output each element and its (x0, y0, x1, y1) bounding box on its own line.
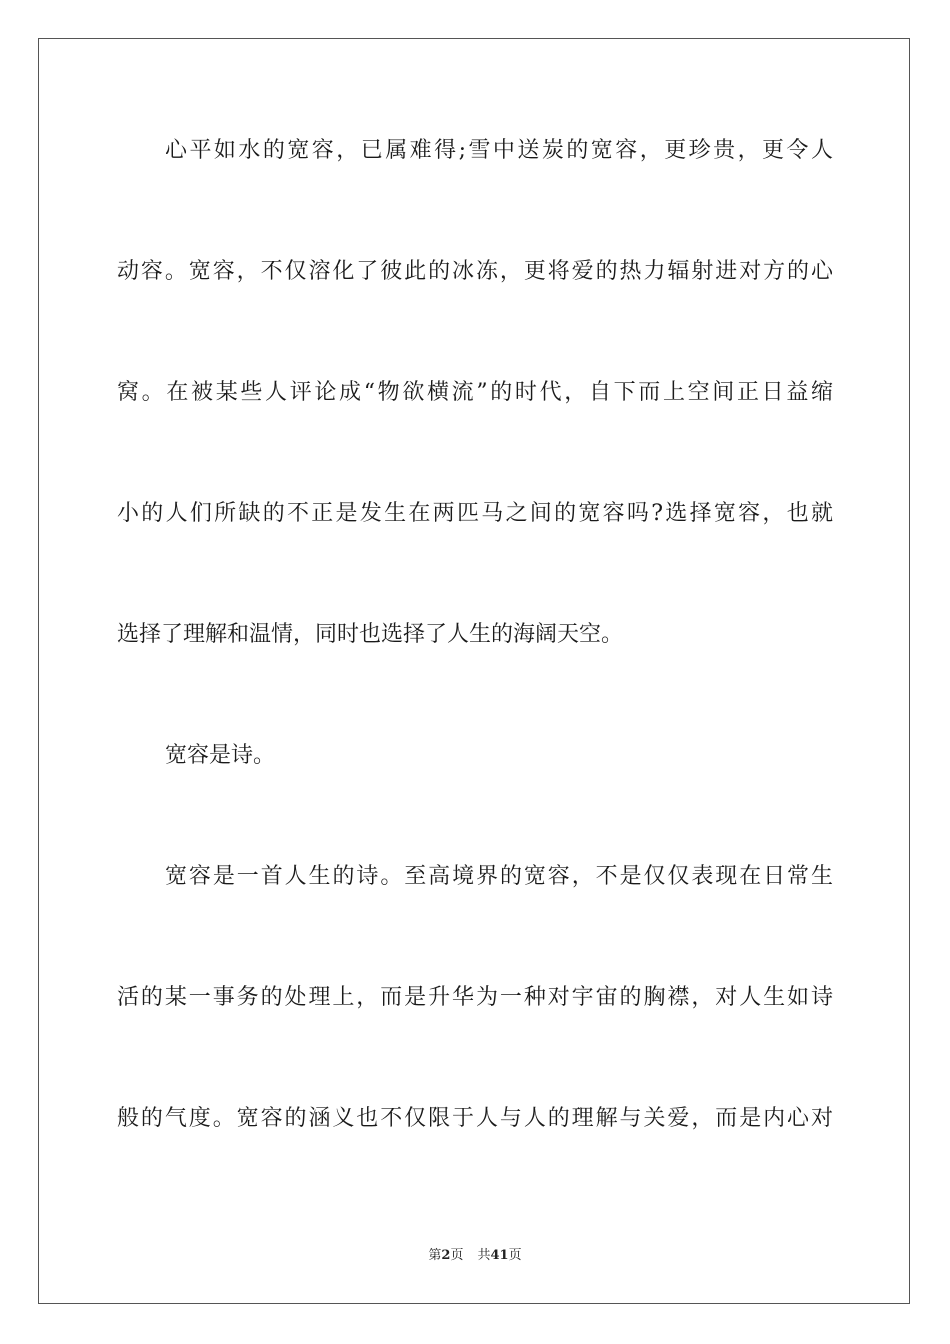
text-line: 小的人们所缺的不正是发生在两匹马之间的宽容吗?选择宽容，也就 (117, 501, 833, 526)
page-number: 2 (441, 1248, 451, 1263)
text-line: 窝。在被某些人评论成“物欲横流”的时代，自下而上空间正日益缩 (117, 380, 833, 405)
total-prefix: 共 (477, 1248, 491, 1263)
text-line: 心平如水的宽容，已属难得;雪中送炭的宽容，更珍贵，更令人 (165, 138, 833, 163)
page-footer (0, 1247, 950, 1265)
section-heading: 宽容是诗。 (165, 743, 276, 768)
page-suffix: 页 (450, 1248, 464, 1263)
document-body (117, 128, 833, 1142)
text-line: 选择了理解和温情，同时也选择了人生的海阔天空。 (117, 622, 624, 647)
text-line: 活的某一事务的处理上，而是升华为一种对宇宙的胸襟，对人生如诗 (117, 985, 833, 1010)
total-suffix: 页 (508, 1248, 522, 1263)
text-line: 般的气度。宽容的涵义也不仅限于人与人的理解与关爱，而是内心对 (117, 1106, 833, 1131)
text-line: 宽容是一首人生的诗。至高境界的宽容，不是仅仅表现在日常生 (165, 864, 833, 889)
page-prefix: 第 (428, 1248, 442, 1263)
total-pages: 41 (490, 1248, 509, 1263)
text-line: 动容。宽容，不仅溶化了彼此的冰冻，更将爱的热力辐射进对方的心 (117, 259, 833, 284)
